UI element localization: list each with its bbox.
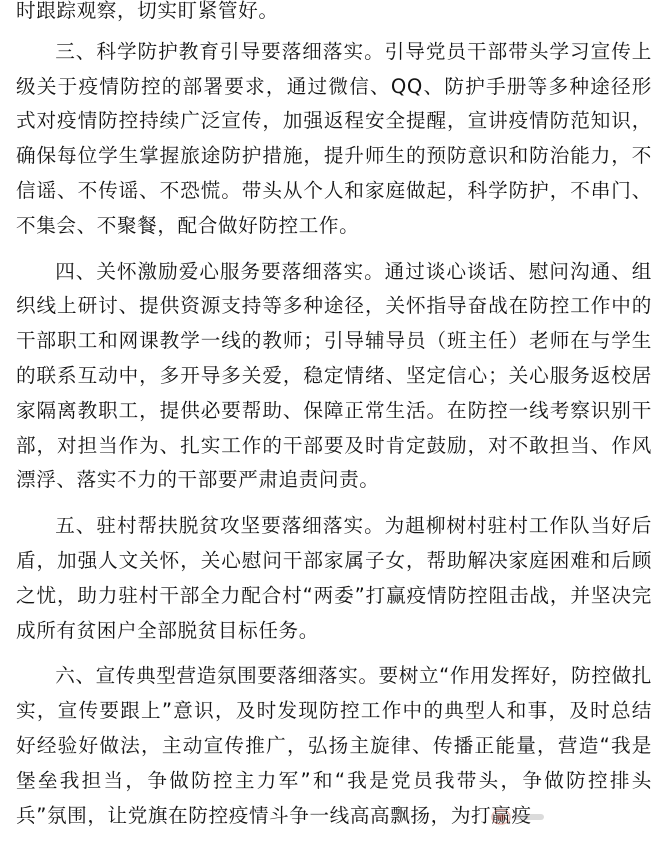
paragraph-six: 六、宣传典型营造氛围要落细落实。要树立“作用发挥好，防控做扎实，宣传要跟上”意识，及时发现防控工作中的典型人和事，及时总结好经验好做法，主动宣传推广，弘扬主旋律、传播正能量，营造“我是堡垒我担当，争做防控主力军”和“我是党员我带头，争做防控排头兵”氛围，让党旗在防控疫情斗争一线高高飘扬，为打赢疫 — [16, 664, 652, 827]
continued-text-line: 时跟踪观察，切实盯紧管好。 — [16, 0, 279, 22]
paragraph-four: 四、关怀激励爱心服务要落细落实。通过谈心谈话、慰问沟通、组织线上研讨、提供资源支持等多种途径，关怀指导奋战在防控工作中的干部职工和网课教学一线的教师；引导辅导员（班主任）老师在与学生的联系互动中，多开导多关爱，稳定情绪、坚定信心；关心服务返校居家隔离教职工，提供必要帮助、保障正常生活。在防控一线考察识别干部，对担当作为、扎实工作的干部要及时肯定鼓励，对不敢担当、作风漂浮、落实不力的干部要严肃追责问责。 — [16, 259, 652, 492]
paragraph-three: 三、科学防护教育引导要落细落实。引导党员干部带头学习宣传上级关于疫情防控的部署要求，通过微信、QQ、防护手册等多种途径形式对疫情防控持续广泛宣传，加强返程安全提醒，宣讲疫情防范知识，确保每位学生掌握旅途防护措施，提升师生的预防意识和防治能力，不信谣、不传谣、不恐慌。带头从个人和家庭做起，科学防护，不串门、不集会、不聚餐，配合做好防控工作。 — [16, 39, 652, 237]
paragraph-five: 五、驻村帮扶脱贫攻坚要落细落实。为趄柳树村驻村工作队当好后盾，加强人文关怀，关心慰问干部家属子女，帮助解决家庭困难和后顾之忧，助力驻村干部全力配合村“两委”打赢疫情防控阻击战，并坚决完成所有贫困户全部脱贫目标任务。 — [16, 514, 652, 642]
